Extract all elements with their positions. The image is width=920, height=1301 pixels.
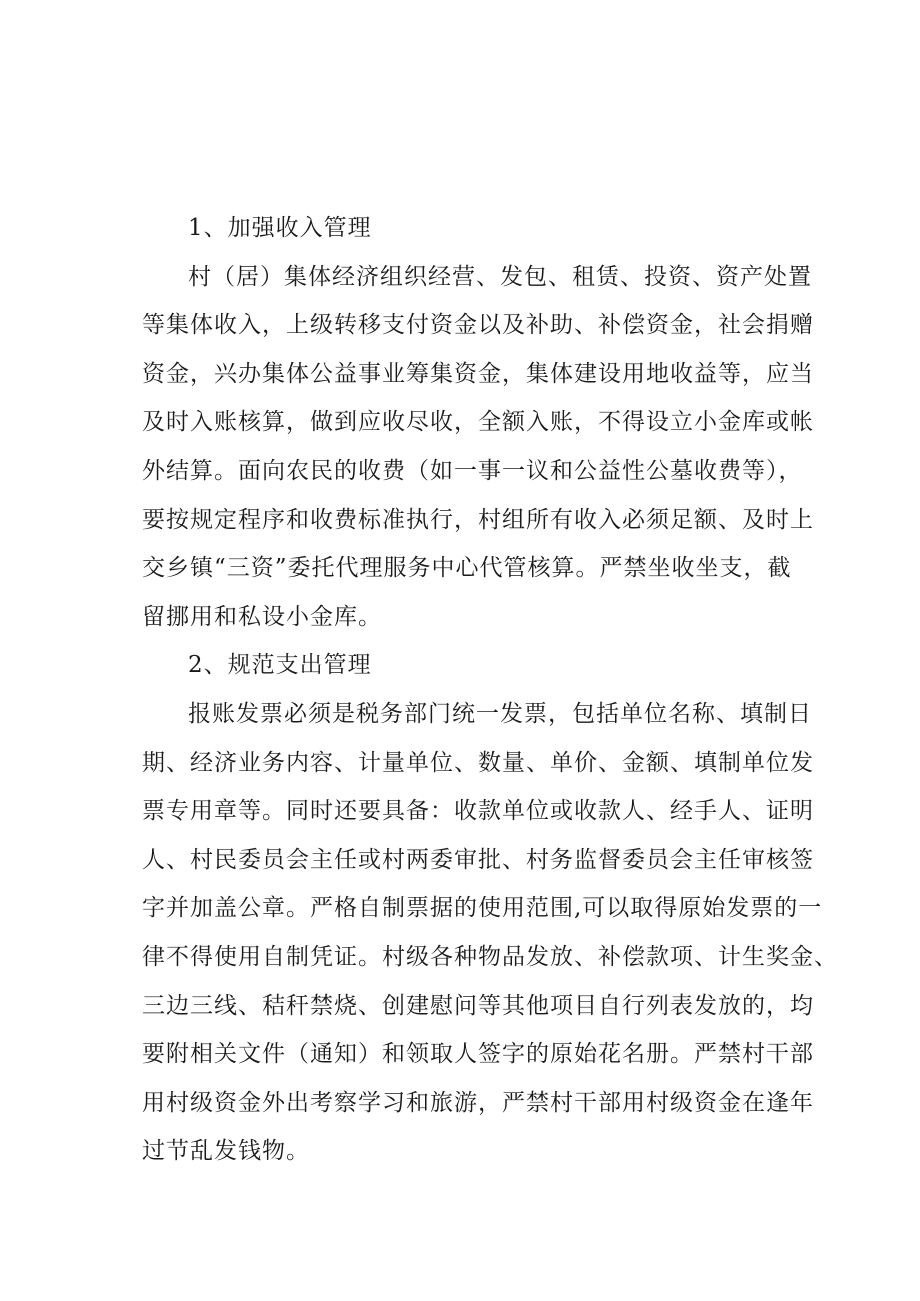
- section-heading-expense: 2、规范支出管理: [188, 652, 372, 679]
- paragraph-line: 交乡镇“三资”委托代理服务中心代管核算。严禁坐收坐支，截: [142, 555, 792, 582]
- paragraph-line: 期、经济业务内容、计量单位、数量、单价、金额、填制单位发: [142, 749, 814, 776]
- paragraph-line: 过节乱发钱物。: [142, 1138, 310, 1165]
- paragraph-line: 等集体收入，上级转移支付资金以及补助、补偿资金，社会捐赠: [142, 312, 814, 339]
- section-heading-income: 1、加强收入管理: [188, 215, 372, 241]
- paragraph-line: 资金，兴办集体公益事业筹集资金，集体建设用地收益等，应当: [142, 360, 814, 387]
- paragraph-line: 外结算。面向农民的收费（如一事一议和公益性公墓收费等），: [142, 457, 803, 484]
- paragraph-line: 律不得使用自制凭证。村级各种物品发放、补偿款项、计生奖金、: [142, 943, 838, 970]
- document-body: [142, 208, 838, 1180]
- paragraph-line: 村（居）集体经济组织经营、发包、租赁、投资、资产处置: [188, 263, 812, 290]
- paragraph-line: 留挪用和私设小金库。: [142, 603, 382, 630]
- paragraph-line: 报账发票必须是税务部门统一发票，包括单位名称、填制日: [188, 700, 812, 727]
- paragraph-line: 及时入账核算，做到应收尽收，全额入账，不得设立小金库或帐: [142, 409, 814, 436]
- paragraph-line: 要附相关文件（通知）和领取人签字的原始花名册。严禁村干部: [142, 1041, 814, 1068]
- paragraph-line: 字并加盖公章。严格自制票据的使用范围,可以取得原始发票的一: [142, 895, 823, 922]
- paragraph-line: 三边三线、秸秆禁烧、创建慰问等其他项目自行列表发放的，均: [142, 992, 814, 1019]
- paragraph-line: 要按规定程序和收费标准执行，村组所有收入必须足额、及时上: [142, 506, 814, 533]
- paragraph-line: 用村级资金外出考察学习和旅游，严禁村干部用村级资金在逢年: [142, 1089, 814, 1116]
- paragraph-line: 人、村民委员会主任或村两委审批、村务监督委员会主任审核签: [142, 846, 814, 873]
- paragraph-line: 票专用章等。同时还要具备：收款单位或收款人、经手人、证明: [142, 798, 814, 825]
